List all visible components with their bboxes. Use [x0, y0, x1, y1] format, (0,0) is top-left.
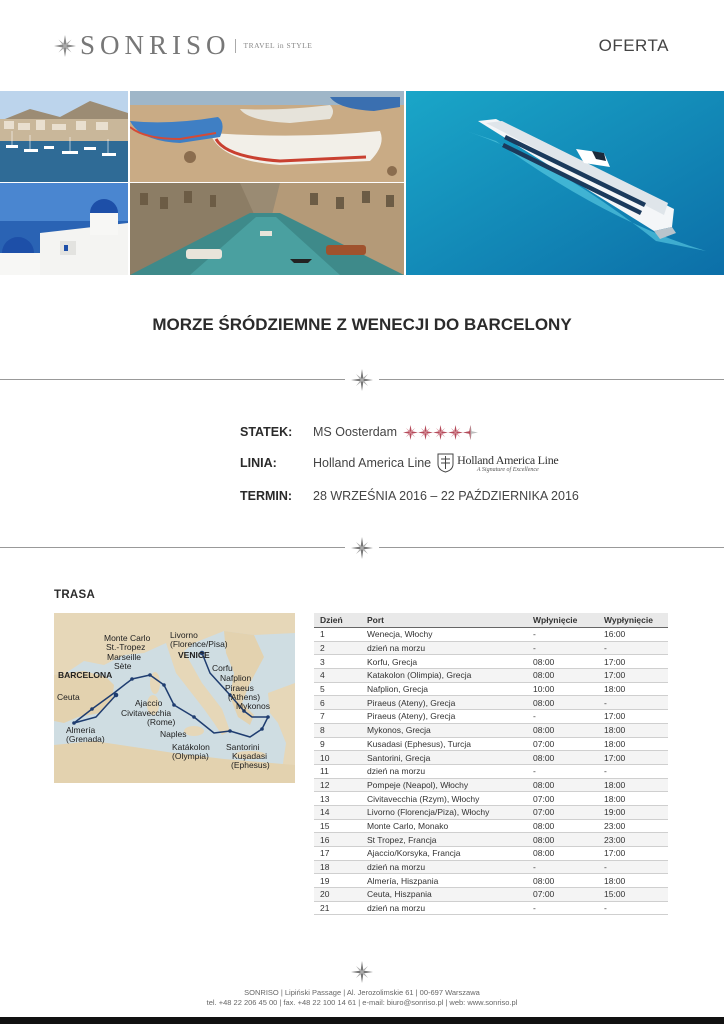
- ship-rating: [403, 425, 478, 440]
- table-row: [314, 805, 668, 819]
- cell-port: Piraeus (Ateny), Grecja: [361, 696, 527, 710]
- map-label-naples: Naples: [160, 729, 187, 739]
- map-label-grenada: (Grenada): [66, 734, 105, 744]
- cell-day: 11: [314, 764, 361, 778]
- map-label-st-tropez: St.-Tropez: [106, 642, 146, 652]
- star-icon: [448, 425, 463, 440]
- map-label-katakolon: Katákolon: [172, 742, 210, 752]
- map-label-ajaccio: Ajaccio: [135, 698, 163, 708]
- cell-arrival: 08:00: [527, 847, 598, 861]
- map-label-livorno: Livorno: [170, 630, 198, 640]
- map-label-civitavecchia: Civitavecchia: [121, 708, 172, 718]
- photo-cruise-ship: [406, 91, 724, 275]
- table-row: [314, 792, 668, 806]
- cell-arrival: 08:00: [527, 778, 598, 792]
- cell-arrival: -: [527, 641, 598, 655]
- table-row: [314, 888, 668, 902]
- cell-day: 17: [314, 847, 361, 861]
- logo-name: Holland America Line: [457, 452, 559, 467]
- ship-value: MS Oosterdam: [313, 425, 398, 439]
- map-label-sete: Sète: [114, 661, 132, 671]
- cell-day: 16: [314, 833, 361, 847]
- cell-arrival: 08:00: [527, 874, 598, 888]
- cell-departure: 15:00: [598, 888, 668, 902]
- cell-arrival: 08:00: [527, 819, 598, 833]
- cell-day: 20: [314, 888, 361, 902]
- divider-line-left: [0, 547, 345, 548]
- cell-departure: 17:00: [598, 710, 668, 724]
- table-row: [314, 901, 668, 915]
- star-half-icon: [463, 425, 478, 440]
- map-label-olympia: (Olympia): [172, 751, 209, 761]
- logo-subtitle: A Signature of Excellence: [476, 466, 539, 473]
- map-label-ceuta: Ceuta: [57, 692, 80, 702]
- brand-name: SONRISO: [80, 30, 231, 60]
- map-label-piraeus: Piraeus: [225, 683, 254, 693]
- photo-collage: [0, 91, 724, 275]
- table-row: [314, 696, 668, 710]
- cell-port: dzień na morzu: [361, 860, 527, 874]
- cell-day: 12: [314, 778, 361, 792]
- table-row: [314, 778, 668, 792]
- map-label-florence: (Florence/Pisa): [170, 639, 228, 649]
- table-header-row: [314, 613, 668, 628]
- cell-departure: 18:00: [598, 723, 668, 737]
- cell-port: Wenecja, Włochy: [361, 628, 527, 642]
- map-label-monte-carlo: Monte Carlo: [104, 633, 151, 643]
- cell-departure: 16:00: [598, 628, 668, 642]
- photo-harbour: [0, 91, 128, 182]
- cell-port: Pompeje (Neapol), Włochy: [361, 778, 527, 792]
- section-divider: [0, 369, 724, 391]
- cell-departure: -: [598, 764, 668, 778]
- column-header-day: Dzień: [314, 613, 361, 628]
- table-row: [314, 710, 668, 724]
- cell-arrival: 07:00: [527, 888, 598, 902]
- bottom-bar: [0, 1017, 724, 1024]
- sonriso-logo: [54, 32, 312, 59]
- compass-star-icon: [351, 961, 373, 983]
- cell-day: 1: [314, 628, 361, 642]
- cell-day: 4: [314, 669, 361, 683]
- map-label-almeria: Almería: [66, 725, 96, 735]
- cell-arrival: 10:00: [527, 682, 598, 696]
- map-label-kusadasi: Kuşadasi: [232, 751, 267, 761]
- line-value: Holland America Line: [313, 456, 432, 470]
- cell-day: 10: [314, 751, 361, 765]
- cell-day: 8: [314, 723, 361, 737]
- table-row: [314, 737, 668, 751]
- compass-star-icon: [351, 369, 373, 391]
- photo-santorini: [0, 183, 128, 275]
- cell-day: 19: [314, 874, 361, 888]
- cell-departure: 17:00: [598, 655, 668, 669]
- logo-separator: [235, 39, 236, 53]
- page-footer: [0, 988, 724, 1008]
- cell-day: 13: [314, 792, 361, 806]
- cell-arrival: 08:00: [527, 655, 598, 669]
- table-row: [314, 628, 668, 642]
- cell-port: Santorini, Grecja: [361, 751, 527, 765]
- cell-departure: 17:00: [598, 751, 668, 765]
- cell-arrival: -: [527, 901, 598, 915]
- cell-arrival: 08:00: [527, 751, 598, 765]
- cell-day: 6: [314, 696, 361, 710]
- date-label: TERMIN:: [240, 489, 293, 503]
- route-heading: TRASA: [54, 589, 96, 601]
- map-label-ephesus: (Ephesus): [231, 760, 270, 770]
- cell-day: 9: [314, 737, 361, 751]
- cell-departure: 18:00: [598, 737, 668, 751]
- cell-day: 5: [314, 682, 361, 696]
- compass-star-icon: [54, 35, 76, 57]
- cell-arrival: 07:00: [527, 805, 598, 819]
- holland-america-logo: [437, 453, 558, 473]
- page-title: MORZE ŚRÓDZIEMNE Z WENECJI DO BARCELONY: [152, 315, 572, 334]
- cell-arrival: 08:00: [527, 669, 598, 683]
- table-row: [314, 641, 668, 655]
- cell-arrival: -: [527, 860, 598, 874]
- cell-port: Ceuta, Hiszpania: [361, 888, 527, 902]
- line-label: LINIA:: [240, 456, 277, 470]
- column-header-departure: Wypłynięcie: [598, 613, 668, 628]
- column-header-arrival: Wpłynięcie: [527, 613, 598, 628]
- info-date-row: [240, 486, 640, 506]
- cell-day: 14: [314, 805, 361, 819]
- cell-arrival: 07:00: [527, 792, 598, 806]
- cell-departure: 17:00: [598, 847, 668, 861]
- table-row: [314, 874, 668, 888]
- divider-line-right: [379, 379, 724, 380]
- star-icon: [418, 425, 433, 440]
- cell-departure: -: [598, 860, 668, 874]
- table-row: [314, 847, 668, 861]
- cell-port: Katakolon (Olimpia), Grecja: [361, 669, 527, 683]
- cell-port: dzień na morzu: [361, 641, 527, 655]
- photo-boats-beach: [130, 91, 404, 182]
- cell-port: Monte Carlo, Monako: [361, 819, 527, 833]
- info-line-row: [240, 453, 640, 473]
- cell-day: 7: [314, 710, 361, 724]
- cell-port: Almería, Hiszpania: [361, 874, 527, 888]
- cell-departure: 18:00: [598, 874, 668, 888]
- cell-port: Piraeus (Ateny), Grecja: [361, 710, 527, 724]
- table-row: [314, 860, 668, 874]
- cell-departure: 23:00: [598, 833, 668, 847]
- cell-port: dzień na morzu: [361, 764, 527, 778]
- star-icon: [403, 425, 418, 440]
- cell-port: Ajaccio/Korsyka, Francja: [361, 847, 527, 861]
- document-type: OFERTA: [598, 36, 669, 55]
- table-row: [314, 751, 668, 765]
- route-map: [54, 613, 295, 783]
- cell-port: Mykonos, Grecja: [361, 723, 527, 737]
- cell-port: dzień na morzu: [361, 901, 527, 915]
- info-ship-row: [240, 422, 640, 442]
- brand-tagline: TRAVEL in STYLE: [243, 41, 313, 50]
- map-label-mykonos: Mykonos: [236, 701, 271, 711]
- itinerary-table: [314, 613, 668, 915]
- map-label-marseille: Marseille: [107, 652, 142, 662]
- table-row: [314, 655, 668, 669]
- map-label-athens: (Athens): [228, 692, 261, 702]
- map-label-rome: (Rome): [147, 717, 176, 727]
- map-label-venice: VENICE: [178, 650, 210, 660]
- table-row: [314, 682, 668, 696]
- table-row: [314, 833, 668, 847]
- cell-departure: 23:00: [598, 819, 668, 833]
- shield-icon: [437, 453, 454, 473]
- cell-departure: -: [598, 901, 668, 915]
- cell-departure: -: [598, 641, 668, 655]
- cell-departure: 18:00: [598, 792, 668, 806]
- table-row: [314, 723, 668, 737]
- cell-arrival: 08:00: [527, 723, 598, 737]
- cell-day: 21: [314, 901, 361, 915]
- table-row: [314, 764, 668, 778]
- map-label-nafplion: Nafplion: [220, 673, 252, 683]
- footer-contact: tel. +48 22 206 45 00 | fax. +48 22 100 14 61 | e-mail: biuro@sonriso.pl | web: www.sonriso.pl: [206, 998, 518, 1007]
- compass-star-icon: [351, 537, 373, 559]
- cell-departure: 18:00: [598, 682, 668, 696]
- column-header-port: Port: [361, 613, 527, 628]
- divider-line-left: [0, 379, 345, 380]
- cell-port: Korfu, Grecja: [361, 655, 527, 669]
- section-divider: [0, 537, 724, 559]
- map-label-corfu: Corfu: [212, 663, 233, 673]
- photo-venice-canal: [130, 183, 404, 275]
- map-label-barcelona: BARCELONA: [58, 670, 113, 680]
- cell-port: Nafplion, Grecja: [361, 682, 527, 696]
- map-label-santorini: Santorini: [226, 742, 260, 752]
- cell-departure: 17:00: [598, 669, 668, 683]
- cell-departure: -: [598, 696, 668, 710]
- cell-arrival: 07:00: [527, 737, 598, 751]
- cell-arrival: -: [527, 710, 598, 724]
- cell-day: 15: [314, 819, 361, 833]
- cell-port: St Tropez, Francja: [361, 833, 527, 847]
- page-header: [0, 0, 724, 90]
- divider-line-right: [379, 547, 724, 548]
- date-value: 28 WRZEŚNIA 2016 – 22 PAŹDZIERNIKA 2016: [313, 489, 579, 503]
- cell-arrival: -: [527, 764, 598, 778]
- cell-arrival: 08:00: [527, 833, 598, 847]
- table-row: [314, 669, 668, 683]
- cell-departure: 19:00: [598, 805, 668, 819]
- cell-port: Livorno (Florencja/Piza), Włochy: [361, 805, 527, 819]
- cell-day: 18: [314, 860, 361, 874]
- table-row: [314, 819, 668, 833]
- cell-departure: 18:00: [598, 778, 668, 792]
- cell-port: Civitavecchia (Rzym), Włochy: [361, 792, 527, 806]
- cell-day: 3: [314, 655, 361, 669]
- cell-arrival: -: [527, 628, 598, 642]
- cell-day: 2: [314, 641, 361, 655]
- ship-label: STATEK:: [240, 425, 293, 439]
- cell-port: Kusadasi (Ephesus), Turcja: [361, 737, 527, 751]
- footer-address: SONRISO | Lipiński Passage | Al. Jerozolimskie 61 | 00-697 Warszawa: [244, 988, 480, 997]
- cell-arrival: 08:00: [527, 696, 598, 710]
- star-icon: [433, 425, 448, 440]
